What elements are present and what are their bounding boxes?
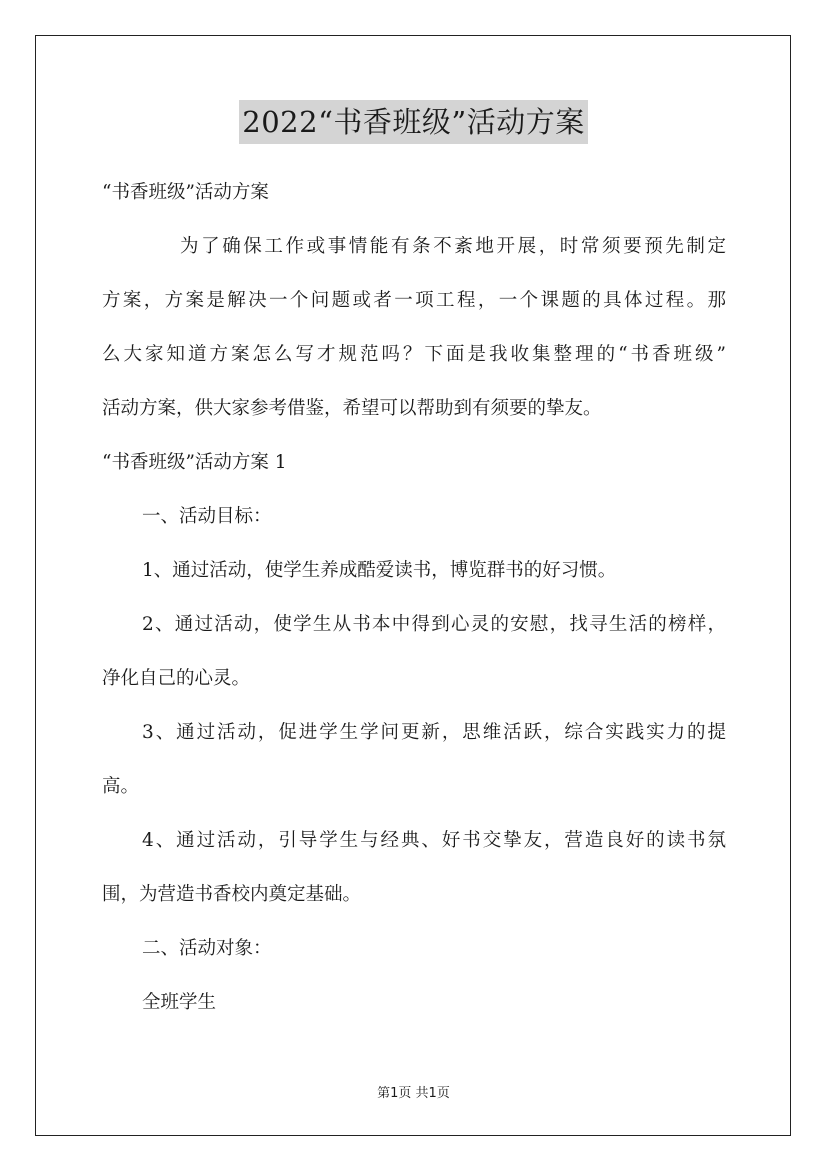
target-value: 全班学生 [142, 992, 217, 1013]
section-heading: “书香班级”活动方案 1 [102, 452, 287, 473]
heading-target: 二、活动对象： [142, 938, 272, 959]
intro-line-3: 么大家知道方案怎么写才规范吗？下面是我收集整理的“书香班级” [102, 344, 726, 365]
document-title: 2022“书香班级”活动方案 [239, 100, 587, 144]
goal-2-line-1: 2、通过活动，使学生从书本中得到心灵的安慰，找寻生活的榜样， [142, 614, 726, 635]
page-footer: 第1页 共1页 [377, 1086, 450, 1101]
title-container [0, 100, 827, 144]
goal-4-line-1: 4、通过活动，引导学生与经典、好书交挚友，营造良好的读书氛 [142, 830, 726, 851]
intro-line-2: 方案，方案是解决一个问题或者一项工程，一个课题的具体过程。那 [102, 290, 726, 311]
goal-4-line-2: 围，为营造书香校内奠定基础。 [102, 884, 362, 905]
goal-2-line-2: 净化自己的心灵。 [102, 668, 251, 689]
subtitle: “书香班级”活动方案 [102, 182, 269, 203]
intro-line-1: 为了确保工作或事情能有条不紊地开展，时常须要预先制定 [180, 236, 726, 257]
heading-goals: 一、活动目标： [142, 506, 272, 527]
goal-3-line-1: 3、通过活动，促进学生学问更新，思维活跃，综合实践实力的提 [142, 722, 726, 743]
goal-1: 1、通过活动，使学生养成酷爱读书，博览群书的好习惯。 [142, 560, 617, 581]
intro-line-4: 活动方案，供大家参考借鉴，希望可以帮助到有须要的挚友。 [102, 398, 602, 419]
goal-3-line-2: 高。 [102, 776, 140, 797]
